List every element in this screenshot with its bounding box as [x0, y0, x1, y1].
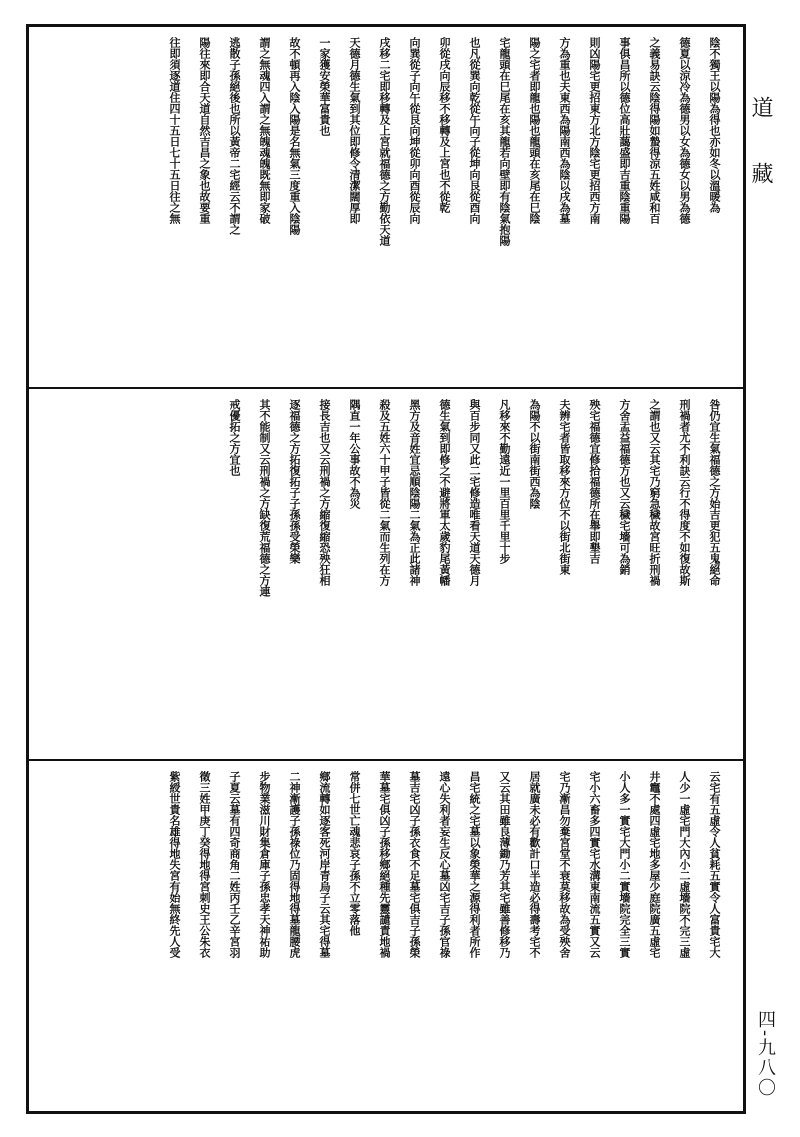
- columns-middle: [219, 399, 729, 751]
- text-column: 常併七世亡魂悲哀子孫不立零落他: [348, 771, 361, 936]
- text-column: 也凡從巽向乾從午向子從坤向艮從酉向: [468, 37, 481, 224]
- text-column: 卯從戌向辰移不移轉及上宮也不從乾: [438, 37, 451, 213]
- text-column: 向巽從子向午從艮向坤從卯向酉從辰向: [408, 37, 421, 224]
- text-column: 凡移來不勤遠近一里百里千里十步: [498, 399, 511, 564]
- columns-top: [159, 37, 729, 379]
- text-column: 天德月德生氣到其位即修令清潔闊厚即: [348, 37, 361, 224]
- text-column: 方舍盂益福德方也又云穢宅墻可為銷: [618, 399, 631, 575]
- text-column: 墓吉宅凶子孫衣食不足墓宅俱吉子孫榮: [408, 771, 421, 958]
- text-column: 事俱昌所以德位高壯藹盛即吉重陰重陽: [618, 37, 631, 224]
- text-column: 人少一虛宅門大內小二虛墻院不完三虛: [678, 771, 691, 958]
- text-column: 與百步同又此二宅修造唯看天道天德月: [468, 399, 481, 586]
- text-column: 小人多一實宅大門小二實墻院完全三實: [618, 771, 631, 958]
- text-column: 遠心失利者妄生反心墓凶宅吉子孫官祿: [438, 771, 451, 958]
- text-column: 德生氣到即修之不避將軍太歲豹尾黃幡: [438, 399, 451, 586]
- register-bottom: [29, 761, 743, 1111]
- right-margin: [746, 0, 800, 1137]
- text-column: 戌移二宅即移轉及上宮就福德之方勤依天道: [378, 37, 391, 246]
- text-column: 之謂也又云其宅乃窮急穢故宮旺折刑禍: [648, 399, 661, 586]
- text-column: 徵三姓甲庚丁癸得地得宮刺史王公朱衣: [198, 771, 211, 958]
- text-column: 其不能制又云刑禍之方缺復荒福德之方連: [258, 399, 271, 597]
- text-column: 之義易訣云陰得陽如蟄得涼五姓咸和百: [648, 37, 661, 224]
- text-column: 接長吉也又云刑禍之方縮復縮恐殃狂相: [318, 399, 331, 586]
- text-column: 刑禍者尤不利訣云行不得度不如復故斯: [678, 399, 691, 586]
- text-column: 一家獲安榮華富貴也: [318, 37, 331, 136]
- text-column: 宅小六畜多四實宅水溝東南流五實又云: [588, 771, 601, 958]
- page-frame: [26, 24, 746, 1114]
- text-column: 隅直一年公事故不為災: [348, 399, 361, 509]
- margin-title: 道藏: [748, 96, 773, 228]
- text-column: 殃宅福德宜修拾福德所在舉即墾吉: [588, 399, 601, 564]
- register-middle: [29, 389, 743, 759]
- text-column: 宅乃漸昌勿棄宮堂不衰莫移故為受殃舍: [558, 771, 571, 958]
- text-column: 昌宅統之宅墓以象榮華之源得利者所作: [468, 771, 481, 958]
- text-column: 陽往來即合天道自然吉昌之象也故要重: [198, 37, 211, 224]
- text-column: 故不頓再入陰入陽是名無氣三度重入陰陽: [288, 37, 301, 235]
- text-column: 謂之無魂四入謂之無魄魂魄既無即家破: [258, 37, 271, 224]
- text-column: 陽之宅者即龍也陽也龍頭在亥尾在巳陰: [528, 37, 541, 224]
- text-column: 往即須逐道住四十五日七十五日往之無: [168, 37, 181, 224]
- text-column: 鄉流轉如逐客死河岸青烏子云其宅得墓: [318, 771, 331, 958]
- text-column: 黑方及音姓宜忌順陰陽二氣為正此諸神: [408, 399, 421, 586]
- text-column: 逃散子孫絕後也所以黃帝二宅經云不謂之: [228, 37, 241, 235]
- text-column: 則凶陽宅更招東方北方陰宅更招西方南: [588, 37, 601, 224]
- text-column: 夫辨宅者皆取移來方位不以街北街東: [558, 399, 571, 575]
- text-column: 戒優拓之方宜也: [228, 399, 241, 476]
- text-column: 步物業滋川財集倉庫子孫忠孝天神祐助: [258, 771, 271, 958]
- text-column: 華墓宅俱凶子孫移鄉絕種先靈譴責地禍: [378, 771, 391, 958]
- text-column: 殺及五姓六十甲子皆從二氣而生列在方: [378, 399, 391, 586]
- text-column: 逐福德之方拓復拓子子孫孫受榮樂: [288, 399, 301, 564]
- text-column: 宅龍頭在巳尾在亥其龍若向壁即有陰氣抱陽: [498, 37, 511, 246]
- text-column: 又云其田雖良薄鋤乃芳其宅雖善修移乃: [498, 771, 511, 958]
- text-column: 德夏以涼冷為德男以女為德女以男為德: [678, 37, 691, 224]
- text-column: 二神漸護子孫祿位乃固得地得墓龍腰虎: [288, 771, 301, 958]
- page-number: 四-九八〇: [755, 1010, 776, 1099]
- text-column: 居就廣未必有歡計口半造必得壽考宅不: [528, 771, 541, 958]
- register-top: [29, 27, 743, 387]
- text-column: 子夏云墓有四奇商角二姓丙壬乙辛宮羽: [228, 771, 241, 958]
- text-column: 陰不獨王以陽為得也亦如冬以溫暖為: [708, 37, 721, 213]
- text-column: 井竈不處四虛宅地多屋少庭院廣五虛宅: [648, 771, 661, 958]
- text-column: 咎仍宜生氣福德之方始吉更犯五鬼絕命: [708, 399, 721, 586]
- text-column: 云宅有五虛令人貧耗五實令人富貴宅大: [708, 771, 721, 958]
- text-column: 為陽不以街南街西為陰: [528, 399, 541, 509]
- text-column: 方為重也夫東西為陽南西為陰以戌為墓: [558, 37, 571, 224]
- columns-bottom: [159, 771, 729, 1103]
- text-column: 紫綬世貴名雄得地失宮有始無終先人受: [168, 771, 181, 958]
